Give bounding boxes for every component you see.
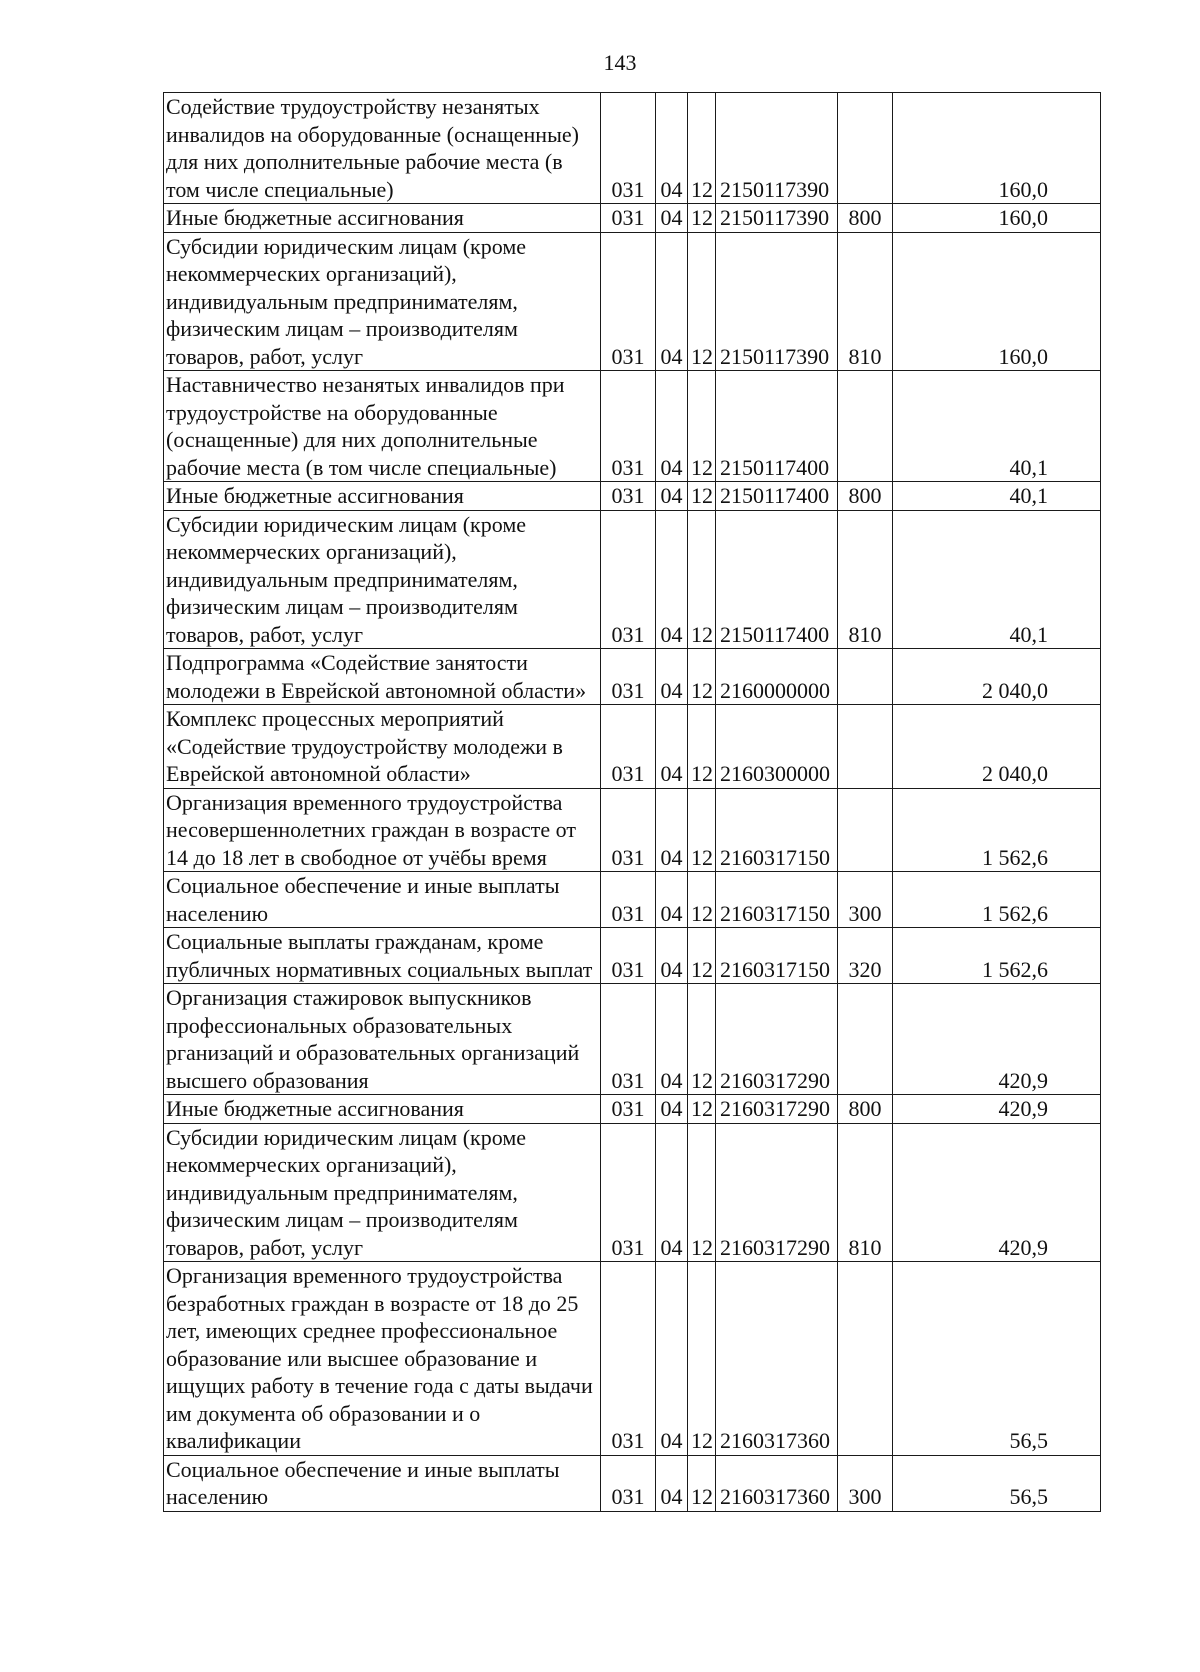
subsection-code: 12 (688, 93, 716, 204)
ministry-code: 031 (601, 788, 656, 872)
target-article-code: 2160000000 (716, 649, 838, 705)
ministry-code: 031 (601, 510, 656, 649)
section-code: 04 (656, 1095, 688, 1124)
section-code: 04 (656, 1262, 688, 1456)
subsection-code: 12 (688, 649, 716, 705)
row-name: Социальное обеспечение и иные выплаты населению (164, 1455, 601, 1511)
expense-type-code: 810 (838, 232, 893, 371)
ministry-code: 031 (601, 984, 656, 1095)
target-article-code: 2160317290 (716, 1095, 838, 1124)
ministry-code: 031 (601, 1455, 656, 1511)
section-code: 04 (656, 371, 688, 482)
ministry-code: 031 (601, 1262, 656, 1456)
target-article-code: 2150117400 (716, 510, 838, 649)
ministry-code: 031 (601, 371, 656, 482)
subsection-code: 12 (688, 1123, 716, 1262)
target-article-code: 2150117400 (716, 371, 838, 482)
table-row (164, 788, 1101, 872)
row-name: Комплекс процессных мероприятий «Содействие трудоустройству молодежи в Еврейской автономной области» (164, 705, 601, 789)
row-name: Иные бюджетные ассигнования (164, 1095, 601, 1124)
expense-type-code (838, 371, 893, 482)
ministry-code: 031 (601, 204, 656, 233)
section-code: 04 (656, 482, 688, 511)
target-article-code: 2150117390 (716, 93, 838, 204)
expense-type-code: 810 (838, 1123, 893, 1262)
amount-value: 40,1 (893, 371, 1101, 482)
target-article-code: 2160317360 (716, 1455, 838, 1511)
row-name: Организация временного трудоустройства безработных граждан в возрасте от 18 до 25 лет, имеющих среднее профессиональное образование или высшее образование и ищущих работу в течение года с даты выдачи им документа об образовании и о квалификации (164, 1262, 601, 1456)
table-row (164, 1095, 1101, 1124)
amount-value: 40,1 (893, 482, 1101, 511)
ministry-code: 031 (601, 1123, 656, 1262)
section-code: 04 (656, 93, 688, 204)
expense-type-code (838, 788, 893, 872)
row-name: Организация стажировок выпускников профессиональных образовательных рганизаций и образовательных организаций высшего образования (164, 984, 601, 1095)
row-name: Социальные выплаты гражданам, кроме публичных нормативных социальных выплат (164, 928, 601, 984)
amount-value: 1 562,6 (893, 872, 1101, 928)
subsection-code: 12 (688, 482, 716, 511)
ministry-code: 031 (601, 649, 656, 705)
expense-type-code: 320 (838, 928, 893, 984)
subsection-code: 12 (688, 872, 716, 928)
expense-type-code: 800 (838, 1095, 893, 1124)
row-name: Субсидии юридическим лицам (кроме некоммерческих организаций), индивидуальным предпринимателям, физическим лицам – производителям товаров, работ, услуг (164, 1123, 601, 1262)
budget-table (163, 92, 1101, 1512)
ministry-code: 031 (601, 928, 656, 984)
row-name: Подпрограмма «Содействие занятости молодежи в Еврейской автономной области» (164, 649, 601, 705)
row-name: Субсидии юридическим лицам (кроме некоммерческих организаций), индивидуальным предпринимателям, физическим лицам – производителям товаров, работ, услуг (164, 232, 601, 371)
subsection-code: 12 (688, 705, 716, 789)
amount-value: 56,5 (893, 1455, 1101, 1511)
table-row (164, 371, 1101, 482)
subsection-code: 12 (688, 928, 716, 984)
table-row (164, 232, 1101, 371)
ministry-code: 031 (601, 705, 656, 789)
row-name: Наставничество незанятых инвалидов при трудоустройстве на оборудованные (оснащенные) для них дополнительные рабочие места (в том числе специальные) (164, 371, 601, 482)
expense-type-code (838, 984, 893, 1095)
amount-value: 56,5 (893, 1262, 1101, 1456)
table-row (164, 204, 1101, 233)
expense-type-code: 800 (838, 482, 893, 511)
expense-type-code (838, 705, 893, 789)
target-article-code: 2160317150 (716, 928, 838, 984)
expense-type-code (838, 93, 893, 204)
subsection-code: 12 (688, 1455, 716, 1511)
target-article-code: 2160317290 (716, 984, 838, 1095)
subsection-code: 12 (688, 232, 716, 371)
target-article-code: 2160317360 (716, 1262, 838, 1456)
ministry-code: 031 (601, 232, 656, 371)
table-row (164, 872, 1101, 928)
table-row (164, 1262, 1101, 1456)
section-code: 04 (656, 510, 688, 649)
ministry-code: 031 (601, 93, 656, 204)
section-code: 04 (656, 928, 688, 984)
subsection-code: 12 (688, 510, 716, 649)
amount-value: 160,0 (893, 204, 1101, 233)
table-row (164, 482, 1101, 511)
row-name: Содействие трудоустройству незанятых инвалидов на оборудованные (оснащенные) для них дополнительные рабочие места (в том числе специальные) (164, 93, 601, 204)
target-article-code: 2160317290 (716, 1123, 838, 1262)
table-row (164, 705, 1101, 789)
section-code: 04 (656, 705, 688, 789)
amount-value: 1 562,6 (893, 928, 1101, 984)
amount-value: 420,9 (893, 1095, 1101, 1124)
subsection-code: 12 (688, 984, 716, 1095)
section-code: 04 (656, 1455, 688, 1511)
table-body (164, 93, 1101, 1512)
table-row (164, 1455, 1101, 1511)
amount-value: 1 562,6 (893, 788, 1101, 872)
row-name: Субсидии юридическим лицам (кроме некоммерческих организаций), индивидуальным предпринимателям, физическим лицам – производителям товаров, работ, услуг (164, 510, 601, 649)
target-article-code: 2150117390 (716, 232, 838, 371)
section-code: 04 (656, 649, 688, 705)
expense-type-code (838, 649, 893, 705)
target-article-code: 2160300000 (716, 705, 838, 789)
amount-value: 40,1 (893, 510, 1101, 649)
section-code: 04 (656, 204, 688, 233)
table-row (164, 984, 1101, 1095)
subsection-code: 12 (688, 1262, 716, 1456)
section-code: 04 (656, 984, 688, 1095)
amount-value: 160,0 (893, 232, 1101, 371)
subsection-code: 12 (688, 788, 716, 872)
expense-type-code: 300 (838, 1455, 893, 1511)
amount-value: 420,9 (893, 984, 1101, 1095)
table-row (164, 93, 1101, 204)
expense-type-code: 800 (838, 204, 893, 233)
target-article-code: 2160317150 (716, 872, 838, 928)
subsection-code: 12 (688, 1095, 716, 1124)
amount-value: 160,0 (893, 93, 1101, 204)
section-code: 04 (656, 872, 688, 928)
section-code: 04 (656, 788, 688, 872)
ministry-code: 031 (601, 1095, 656, 1124)
row-name: Иные бюджетные ассигнования (164, 482, 601, 511)
page-number: 143 (603, 50, 637, 75)
section-code: 04 (656, 232, 688, 371)
target-article-code: 2150117400 (716, 482, 838, 511)
amount-value: 2 040,0 (893, 705, 1101, 789)
subsection-code: 12 (688, 204, 716, 233)
ministry-code: 031 (601, 872, 656, 928)
row-name: Организация временного трудоустройства несовершеннолетних граждан в возрасте от 14 до 18 лет в свободное от учёбы время (164, 788, 601, 872)
expense-type-code (838, 1262, 893, 1456)
target-article-code: 2160317150 (716, 788, 838, 872)
section-code: 04 (656, 1123, 688, 1262)
amount-value: 420,9 (893, 1123, 1101, 1262)
table-row (164, 649, 1101, 705)
ministry-code: 031 (601, 482, 656, 511)
expense-type-code: 810 (838, 510, 893, 649)
amount-value: 2 040,0 (893, 649, 1101, 705)
target-article-code: 2150117390 (716, 204, 838, 233)
subsection-code: 12 (688, 371, 716, 482)
expense-type-code: 300 (838, 872, 893, 928)
table-row (164, 1123, 1101, 1262)
row-name: Иные бюджетные ассигнования (164, 204, 601, 233)
table-row (164, 928, 1101, 984)
table-row (164, 510, 1101, 649)
row-name: Социальное обеспечение и иные выплаты населению (164, 872, 601, 928)
